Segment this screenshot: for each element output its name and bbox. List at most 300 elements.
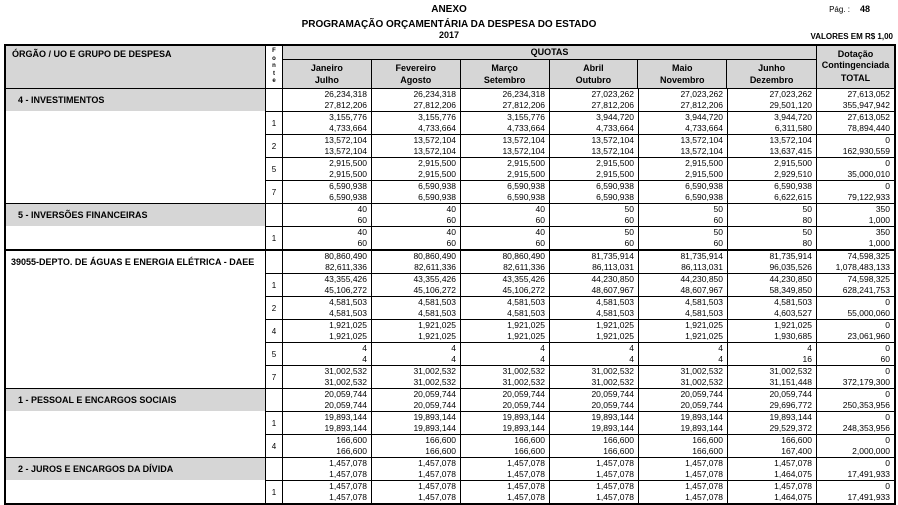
value-line2: 1,921,025 [507,331,545,341]
section-label: 4 - INVESTIMENTOS [6,89,265,111]
value-line2: 27,812,206 [502,100,545,110]
quota-cell [461,320,550,342]
header-month-mar-set: Março Setembro [461,60,550,88]
value-line2: 60 [624,215,634,225]
header-total-line2: Contingenciada [821,60,890,70]
quota-cell [283,458,372,480]
quota-cell [728,135,817,157]
total-cell [817,181,894,203]
total-cell [817,458,894,480]
quota-cell [550,251,639,273]
quota-cell [728,297,817,319]
value-line1: 3,155,776 [507,112,545,122]
value-line2: 4,733,664 [685,123,723,133]
quota-cell [639,204,728,226]
value-line2: 4,581,503 [418,308,456,318]
value-line1: 40 [535,227,545,237]
quota-cell [372,481,461,503]
value-line1: 1,921,025 [507,320,545,330]
quota-cell [550,343,639,365]
table-row [266,480,894,503]
value-line2: 13,572,104 [502,146,545,156]
value-line2: 2,915,500 [418,169,456,179]
total-cell [817,481,894,503]
value-line2: 4,733,664 [418,123,456,133]
header-months [283,60,816,88]
quota-cell [372,158,461,180]
table-row [266,411,894,434]
page-number-value: 48 [859,4,870,14]
table-row [266,296,894,319]
quota-cell [283,251,372,273]
quota-cell [550,435,639,457]
quota-cell [550,274,639,296]
value-line1: 6,590,938 [329,181,367,191]
total-cell [817,297,894,319]
value-line1: 31,002,532 [413,366,456,376]
value-line2: 4 [629,354,634,364]
value-line2: 48,607,967 [680,285,723,295]
quota-cell [461,458,550,480]
header-month-abr-out: Abril Outubro [550,60,639,88]
value-line1: 6,590,938 [507,181,545,191]
fonte-cell [266,458,283,480]
value-line1: 1,457,078 [774,481,812,491]
table-row [266,226,894,249]
quota-cell [461,274,550,296]
quota-cell [372,320,461,342]
value-line1: 19,893,144 [591,412,634,422]
value-line2: 82,611,336 [414,262,456,272]
value-line1: 6,590,938 [596,181,634,191]
table-row [266,157,894,180]
value-line1: 26,234,318 [413,89,456,99]
header-month-jun-dez: Junho Dezembro [749,63,794,85]
value-line2: 1,921,025 [329,331,367,341]
header-month-jan-jul: Janeiro Julho [283,60,372,88]
quota-cell [461,227,550,249]
value-line1: 81,735,914 [680,251,723,261]
value-line1: 2,915,500 [507,158,545,168]
value-line2: 20,059,744 [680,400,723,410]
value-line1: 26,234,318 [324,89,367,99]
value-line2: 35,000,010 [847,169,890,179]
quota-cell [639,458,728,480]
quota-cell [283,297,372,319]
value-line1: 350 [875,227,890,237]
value-line2: 58,349,850 [769,285,812,295]
fonte-cell [266,389,283,411]
section-rows [266,458,894,503]
total-cell [817,412,894,434]
value-line1: 50 [624,204,634,214]
value-line2: 4,581,503 [507,308,545,318]
quota-cell [639,435,728,457]
section-label: 39055-DEPTO. DE ÁGUAS E ENERGIA ELÉTRICA - DAEE [6,251,265,273]
quota-cell [461,343,550,365]
quota-cell [283,135,372,157]
value-line2: 166,600 [692,446,723,456]
page-number-label: Pág. : [829,5,850,14]
value-line1: 0 [885,366,890,376]
value-line1: 166,600 [425,435,456,445]
value-line1: 19,893,144 [680,412,723,422]
quota-cell [728,366,817,388]
annex-heading: ANEXO [431,4,467,15]
quota-cell [550,181,639,203]
value-line1: 27,023,262 [680,89,723,99]
value-line2: 166,600 [514,446,545,456]
value-line1: 26,234,318 [502,89,545,99]
page-number [829,4,870,14]
quota-cell [550,227,639,249]
value-line2: 82,611,336 [325,262,367,272]
value-line2: 250,353,956 [842,400,890,410]
value-line1: 1,921,025 [774,320,812,330]
quota-cell [283,412,372,434]
value-line2: 2,915,500 [685,169,723,179]
quota-cell [639,135,728,157]
quota-cell [283,366,372,388]
value-line1: 2,915,500 [596,158,634,168]
table-section [6,457,894,503]
quota-cell [372,366,461,388]
quota-cell [283,112,372,134]
value-line2: 4 [718,354,723,364]
value-line1: 2,915,500 [418,158,456,168]
total-cell [817,204,894,226]
value-line1: 166,600 [603,435,634,445]
quota-cell [283,204,372,226]
value-line1: 1,457,078 [507,481,545,491]
value-line2: 20,059,744 [413,400,456,410]
total-cell [817,112,894,134]
fonte-cell: 2 [266,297,283,319]
value-line2: 82,611,336 [503,262,545,272]
fonte-letter: e [272,78,276,84]
value-line1: 13,572,104 [591,135,634,145]
value-line2: 60 [357,215,367,225]
section-label-column [6,389,266,457]
value-line2: 628,241,753 [842,285,890,295]
total-cell [817,320,894,342]
fonte-cell: 1 [266,481,283,503]
quota-cell [639,251,728,273]
value-line2: 19,893,144 [680,423,723,433]
value-line2: 31,002,532 [324,377,367,387]
value-line2: 372,179,300 [842,377,890,387]
value-line1: 20,059,744 [324,389,367,399]
fonte-cell [266,204,283,226]
value-line2: 1,457,078 [596,492,634,502]
value-line2: 29,529,372 [769,423,812,433]
section-label-column [6,251,266,388]
value-line1: 20,059,744 [680,389,723,399]
value-line2: 1,457,078 [596,469,634,479]
table-row [266,251,894,273]
page-year: 2017 [438,30,460,40]
quota-cell [728,481,817,503]
value-line1: 6,590,938 [418,181,456,191]
quota-cell [728,112,817,134]
quota-cell [550,366,639,388]
value-line1: 0 [885,135,890,145]
quota-cell [461,158,550,180]
value-line2: 45,106,272 [502,285,545,295]
quota-cell [283,343,372,365]
value-line2: 86,113,031 [592,262,634,272]
table-section [6,249,894,388]
value-line2: 2,929,510 [774,169,812,179]
value-line1: 50 [802,227,812,237]
value-line1: 44,230,850 [680,274,723,284]
value-line2: 60 [357,238,367,248]
quota-cell [283,481,372,503]
value-line2: 1,457,078 [507,492,545,502]
quota-cell [283,89,372,111]
value-line2: 4 [362,354,367,364]
value-line2: 6,590,938 [329,192,367,202]
quota-cell [372,458,461,480]
quota-cell [639,412,728,434]
quota-cell [728,158,817,180]
value-line2: 78,894,440 [847,123,890,133]
value-line1: 19,893,144 [502,412,545,422]
value-line1: 3,155,776 [329,112,367,122]
value-line1: 0 [885,320,890,330]
fonte-cell: 5 [266,343,283,365]
value-line1: 74,598,325 [847,251,890,261]
value-line1: 0 [885,343,890,353]
quota-cell [728,251,817,273]
quota-cell [728,181,817,203]
quota-cell [728,274,817,296]
value-line2: 60 [446,215,456,225]
fonte-letter: o [272,55,276,62]
quota-cell [461,89,550,111]
total-cell [817,389,894,411]
quota-cell [461,297,550,319]
quota-cell [550,481,639,503]
value-line2: 4,581,503 [329,308,367,318]
value-line2: 2,915,500 [329,169,367,179]
quota-cell [372,135,461,157]
quota-cell [728,204,817,226]
value-line2: 1,457,078 [329,469,367,479]
table-row [266,204,894,226]
value-line1: 13,572,104 [413,135,456,145]
value-line2: 20,059,744 [324,400,367,410]
section-label-column [6,458,266,503]
value-line2: 1,457,078 [685,469,723,479]
value-line1: 4 [629,343,634,353]
value-line1: 4 [807,343,812,353]
quota-cell [550,89,639,111]
section-rows [266,389,894,457]
total-cell [817,227,894,249]
value-line2: 4,581,503 [685,308,723,318]
section-rows [266,204,894,249]
quota-cell [639,227,728,249]
value-line2: 60 [535,238,545,248]
header-orgao: ÓRGÃO / UO E GRUPO DE DESPESA [6,46,266,88]
value-line2: 1,457,078 [507,469,545,479]
value-line1: 80,860,490 [502,251,545,261]
value-line2: 13,572,104 [324,146,367,156]
value-line1: 3,944,720 [685,112,723,122]
value-line1: 1,457,078 [685,458,723,468]
value-line1: 20,059,744 [502,389,545,399]
value-line2: 31,002,532 [413,377,456,387]
value-line2: 6,311,580 [774,123,812,133]
value-line1: 0 [885,181,890,191]
value-line1: 4 [540,343,545,353]
header-quotas-group [283,46,817,88]
quota-cell [461,135,550,157]
value-line1: 1,457,078 [685,481,723,491]
value-line2: 31,151,448 [769,377,812,387]
value-line1: 4,581,503 [418,297,456,307]
value-line1: 1,921,025 [329,320,367,330]
value-line1: 1,457,078 [418,481,456,491]
quota-cell [639,89,728,111]
value-line2: 19,893,144 [413,423,456,433]
fonte-cell [266,89,283,111]
table-body [6,88,894,503]
value-line1: 80,860,490 [324,251,367,261]
value-line2: 20,059,744 [591,400,634,410]
table-row [266,319,894,342]
value-line1: 0 [885,158,890,168]
header-fonte [266,46,283,88]
quota-cell [639,181,728,203]
quota-cell [728,435,817,457]
value-line2: 19,893,144 [324,423,367,433]
quota-cell [461,435,550,457]
value-line1: 31,002,532 [769,366,812,376]
value-line1: 74,598,325 [847,274,890,284]
quota-cell [550,320,639,342]
quota-cell [550,297,639,319]
value-line2: 13,572,104 [413,146,456,156]
header-total [817,46,894,88]
value-line1: 2,915,500 [685,158,723,168]
section-rows [266,89,894,203]
quota-cell [372,389,461,411]
value-line2: 166,600 [336,446,367,456]
value-line1: 40 [535,204,545,214]
table-row [266,389,894,411]
value-line1: 80,860,490 [413,251,456,261]
value-line1: 19,893,144 [324,412,367,422]
value-line2: 1,078,483,133 [835,262,890,272]
value-line1: 27,023,262 [769,89,812,99]
quota-cell [550,204,639,226]
value-line2: 31,002,532 [591,377,634,387]
value-line1: 40 [357,204,367,214]
value-line2: 4,733,664 [329,123,367,133]
value-line1: 13,572,104 [680,135,723,145]
value-line1: 1,457,078 [596,458,634,468]
quota-cell [283,274,372,296]
value-line1: 50 [624,227,634,237]
value-line2: 60 [713,238,723,248]
value-line1: 50 [713,204,723,214]
value-line2: 45,106,272 [413,285,456,295]
quota-cell [639,389,728,411]
value-line1: 31,002,532 [502,366,545,376]
value-line1: 4 [718,343,723,353]
value-line2: 27,812,206 [413,100,456,110]
total-cell [817,343,894,365]
quota-cell [639,343,728,365]
quota-cell [550,158,639,180]
value-line2: 60 [535,215,545,225]
fonte-cell: 1 [266,227,283,249]
value-line2: 60 [446,238,456,248]
quota-cell [550,389,639,411]
value-line2: 60 [624,238,634,248]
quota-cell [728,320,817,342]
value-line1: 50 [713,227,723,237]
quota-cell [550,135,639,157]
quota-cell [639,158,728,180]
quota-cell [372,297,461,319]
total-cell [817,89,894,111]
value-line2: 29,501,120 [769,100,812,110]
section-rows [266,251,894,388]
table-section [6,388,894,457]
budget-table [4,44,896,505]
value-line2: 1,921,025 [685,331,723,341]
value-line1: 1,457,078 [774,458,812,468]
quota-cell [372,181,461,203]
value-line1: 1,921,025 [685,320,723,330]
quota-cell [283,320,372,342]
quota-cell [639,320,728,342]
value-line2: 4,603,527 [774,308,812,318]
value-line2: 17,491,933 [847,469,890,479]
value-line1: 0 [885,458,890,468]
fonte-cell [266,251,283,273]
value-line2: 31,002,532 [680,377,723,387]
value-line2: 162,930,559 [842,146,890,156]
value-line1: 27,613,052 [847,112,890,122]
value-line2: 48,607,967 [591,285,634,295]
quota-cell [550,412,639,434]
quota-cell [728,458,817,480]
quota-cell [283,181,372,203]
header-month-mai-nov: Maio Novembro [638,60,727,88]
quota-cell [372,251,461,273]
value-line1: 166,600 [781,435,812,445]
quota-cell [372,227,461,249]
section-label: 1 - PESSOAL E ENCARGOS SOCIAIS [6,389,265,411]
page-title: PROGRAMAÇÃO ORÇAMENTÁRIA DA DESPESA DO ESTADO [301,19,597,30]
quota-cell [372,435,461,457]
value-line1: 166,600 [514,435,545,445]
quota-cell [728,227,817,249]
section-label-column [6,89,266,203]
value-line1: 13,572,104 [324,135,367,145]
value-line2: 60 [880,354,890,364]
value-line2: 17,491,933 [847,492,890,502]
quota-cell [639,274,728,296]
value-line1: 19,893,144 [769,412,812,422]
table-section [6,88,894,203]
value-line1: 4,581,503 [774,297,812,307]
value-line1: 40 [446,204,456,214]
